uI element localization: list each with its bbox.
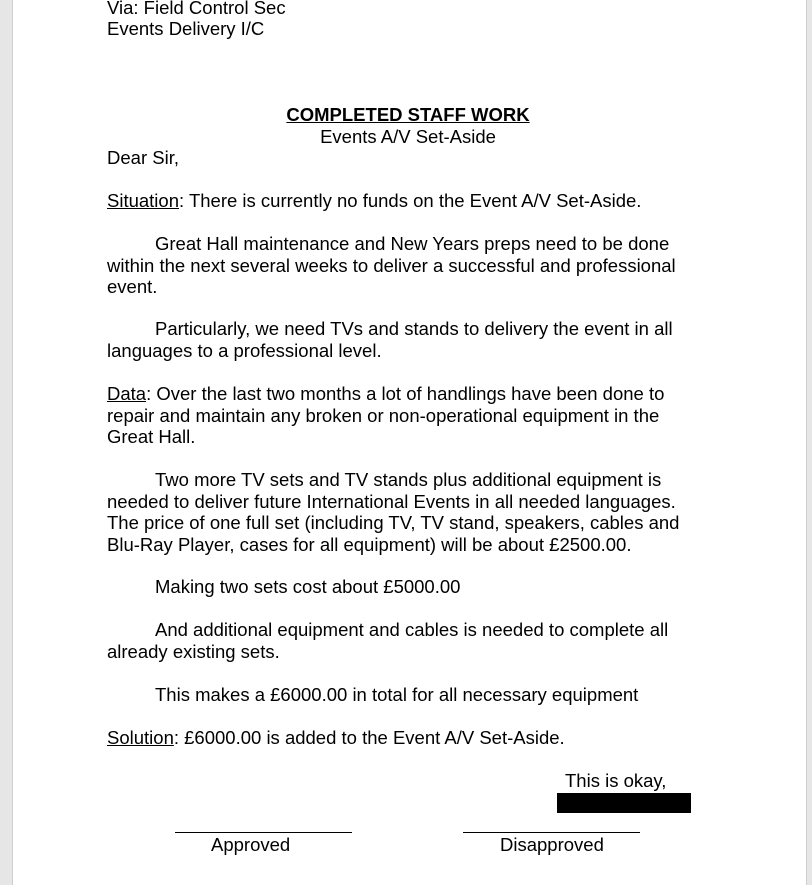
para5-line2: already existing sets. <box>107 641 280 662</box>
approved-label: Approved <box>211 834 291 855</box>
para6: This makes a £6000.00 in total for all necessary equipment <box>155 684 639 705</box>
disapproved-signature-line <box>463 832 640 833</box>
para1-line2: within the next several weeks to deliver a successful and professional <box>107 255 676 276</box>
data-paragraph <box>107 383 664 405</box>
para3-line4: Blu-Ray Player, cases for all equipment) will be about £2500.00. <box>107 534 632 555</box>
para1-line3: event. <box>107 276 158 297</box>
data-label: Data <box>107 383 147 404</box>
situation-text: : There is currently no funds on the Event A/V Set-Aside. <box>179 190 642 211</box>
data-line3: Great Hall. <box>107 426 196 447</box>
situation-paragraph <box>107 190 641 212</box>
approval-note: This is okay, <box>565 770 667 791</box>
approved-signature-line <box>175 832 352 833</box>
para2-line1: Particularly, we need TVs and stands to delivery the event in all <box>155 318 673 339</box>
solution-label: Solution <box>107 727 174 748</box>
para5-line1: And additional equipment and cables is needed to complete all <box>155 619 669 640</box>
disapproved-label: Disapproved <box>500 834 604 855</box>
para2-line2: languages to a professional level. <box>107 340 382 361</box>
via-line: Via: Field Control Sec <box>107 0 286 18</box>
document-subtitle: Events A/V Set-Aside <box>320 126 496 147</box>
para4: Making two sets cost about £5000.00 <box>155 576 461 597</box>
document-title: COMPLETED STAFF WORK <box>286 104 530 125</box>
salutation: Dear Sir, <box>107 147 179 168</box>
para3-line1: Two more TV sets and TV stands plus additional equipment is <box>155 469 662 490</box>
redacted-signature <box>557 793 691 813</box>
para1-line1: Great Hall maintenance and New Years preps need to be done <box>155 233 670 254</box>
data-line2: repair and maintain any broken or non-operational equipment in the <box>107 405 660 426</box>
para3-line2: needed to deliver future International Events in all needed languages. <box>107 491 676 512</box>
solution-paragraph <box>107 727 565 749</box>
data-line1: : Over the last two months a lot of handlings have been done to <box>146 383 665 404</box>
delivery-line: Events Delivery I/C <box>107 18 265 39</box>
solution-text: : £6000.00 is added to the Event A/V Set-Aside. <box>173 727 565 748</box>
situation-label: Situation <box>107 190 179 211</box>
para3-line3: The price of one full set (including TV, TV stand, speakers, cables and <box>107 512 680 533</box>
